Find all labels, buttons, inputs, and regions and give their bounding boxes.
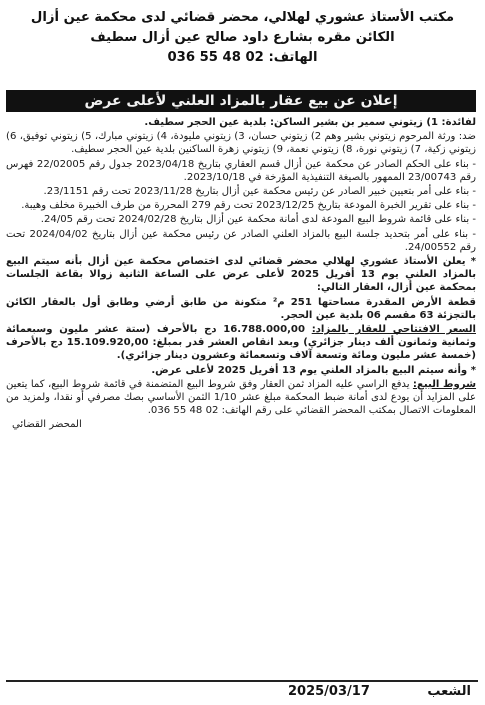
office-header <box>10 8 475 68</box>
office-phone: الهاتف: 02 48 55 036 <box>167 50 318 65</box>
sale-conditions-paragraph: - بناء على قائمة شروط البيع المودعة لدى أمانة محكمة عين أزال بتاريخ 2024/02/28 تحت رقم 24/05. <box>40 214 476 226</box>
signer: المحضر القضائي <box>12 419 82 431</box>
sale-terms-label: شروط البيع: <box>412 378 477 390</box>
expert-report-paragraph: - بناء على تقرير الخبرة المودعة بتاريخ 2023/12/25 تحت رقم 279 المحررة من طرف الخبيرة مخلف وهيبة. <box>21 200 476 212</box>
auction-date-paragraph: * وأنه سيتم البيع بالمزاد العلني يوم 13 أفريل 2025 لأعلى عرض. <box>151 364 476 376</box>
property-description: قطعة الأرض المقدرة مساحتها 251 م² متكونة من طابق أرضي وطابق أول بالعقار الكائن بالتجزئة 63 مقسم 06 بلدية عين الحجر. <box>6 296 476 321</box>
judgment-paragraph: - بناء على الحكم الصادر عن محكمة عين أزال قسم العقاري بتاريخ 2023/04/18 جدول رقم 22/02005 فهرس رقم 23/00743 الممهور بالصيغة التنفيذية المؤرخة في 2023/10/18. <box>6 158 477 183</box>
auction-notice-paragraph: * يعلن الأستاذ عشوري لهلالي محضر قضائي لدى اختصاص محكمة عين أزال بأنه سيتم البيع بالمزاد العلني يوم 13 أفريل 2025 لأعلى عرض على الساعة الثانية زوالا بقاعة الجلسات بمحكمة عين أزال، العقار التالي: <box>6 256 476 294</box>
opening-price-text: 16.788.000,00 دج بالأحرف (ستة عشر مليون وسبعمائة وثمانية وثمانون ألف دينار جزائري) وبعد انقاص العشر قدر بمبلغ: 15.109.920,00 دج بالأحرف (خمسة عشر مليون ومائة وتسعة آلاف وتسعمائة وعشرون دينار جزائري). <box>6 324 477 362</box>
announcement-title: إعلان عن بيع عقار بالمزاد العلني لأعلى عرض <box>6 90 476 112</box>
announcement-body <box>6 116 476 433</box>
office-address: الكائن مقره بشارع داود صالح عين أزال سطيف <box>90 30 395 45</box>
publication-date: 2025/03/17 <box>288 684 370 699</box>
office-name: مكتب الأستاذ عشوري لهلالي، محضر قضائي لدى محكمة عين أزال <box>30 10 455 25</box>
opening-price-label: السعر الافتتاحي للعقار بالمزاد: <box>311 324 476 336</box>
publication-name: الشعب <box>427 684 471 699</box>
beneficiary-paragraph: لفائدة: 1) زيتوني سمير بن بشير الساكن: بلدية عين الحجر سطيف. <box>144 117 476 128</box>
sale-terms-text: يدفع الراسي عليه المزاد ثمن العقار وفق شروط البيع المتضمنة في قائمة شروط البيع، كما يتعين على المزايد أن يودع لدى أمانة ضبط المحكمة مبلغ عشر 1/10 الثمن الأساسي بصك مصرفي أو نقدا، ولمزيد من المعلومات الاتصال بمكتب المحضر القضائي على رقم الهاتف: 02 48 55 036. <box>6 378 476 417</box>
sale-terms-paragraph <box>6 378 476 418</box>
session-order-paragraph: - بناء على أمر بتحديد جلسة البيع بالمزاد العلني الصادر عن رئيس محكمة عين أزال بتاريخ 2024/04/02 تحت رقم 24/00552. <box>6 228 476 253</box>
footer-rule <box>6 680 478 682</box>
opening-price-paragraph <box>6 323 476 363</box>
defendants-paragraph: ضد: ورثة المرحوم زيتوني بشير وهم 2) زيتوني حسان، 3) زيتوني مليودة، 4) زيتوني مبارك، 5) زيتوني توفيق، 6) زيتوني زكية، 7) زيتوني نورة، 8) زيتوني نعمة، 9) زيتوني زهرة الساكنين بلدية عين الحجر سطيف. <box>6 131 476 156</box>
expert-order-paragraph: - بناء على أمر بتعيين خبير الصادر عن رئيس محكمة عين أزال بتاريخ 2023/11/28 تحت رقم 23/1151. <box>43 186 476 198</box>
